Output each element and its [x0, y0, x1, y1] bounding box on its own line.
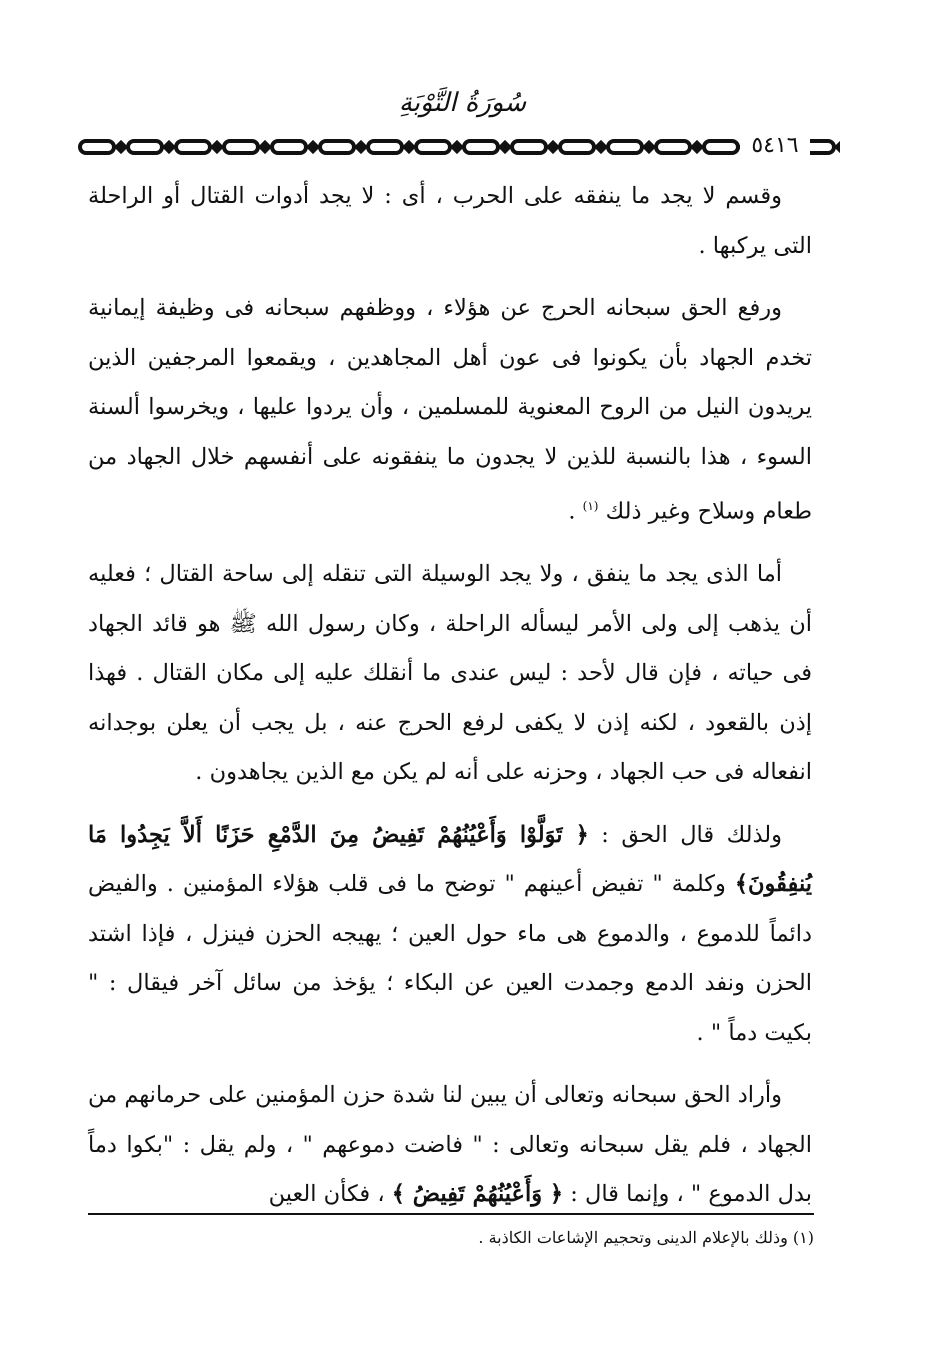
surah-title: سُورَةُ التَّوْبَةِ — [398, 88, 527, 118]
quran-verse: ﴿ وَأَعْيُنُهُمْ تَفِيضُ ﴾ — [391, 1181, 564, 1207]
footnote-divider — [88, 1213, 814, 1215]
ornament-diamond — [165, 143, 173, 151]
paragraph-1 — [88, 172, 812, 271]
paragraph-3 — [88, 550, 812, 798]
ornament-link — [272, 141, 306, 153]
ornament-diamond — [453, 143, 461, 151]
paragraph-5-before: وأراد الحق سبحانه وتعالى أن يبين لنا شدة حزن المؤمنين على حرمانهم من الجهاد ، فلم يقل سبحانه وتعالى : " فاضت دموعهم " ، ولم يقل : "بكوا دماً بدل الدموع " ، وإنما قال : — [88, 1082, 812, 1207]
paragraph-4 — [88, 811, 812, 1059]
ornament-link — [656, 141, 690, 153]
ornament-diamond — [837, 143, 840, 151]
ornament-diamond — [597, 143, 605, 151]
ornament-link — [464, 141, 498, 153]
paragraph-2-text: ورفع الحق سبحانه الحرج عن هؤلاء ، ووظفهم سبحانه فى وظيفة إيمانية تخدم الجهاد بأن يكونوا فى عون أهل المجاهدين ، ويقمعوا المرجفين الذين يريدون النيل من الروح المعنوية للمسلمين ، وأن يردوا عليها ، ويخرسوا ألسنة السوء ، هذا بالنسبة للذين لا يجدون ما ينفقونه على أنفسهم خلال الجهاد من طعام وسلاح وغير ذلك — [88, 295, 813, 525]
ornament-diamond — [261, 143, 269, 151]
ornament-link — [368, 141, 402, 153]
paragraph-5-after: ، فكأن العين — [268, 1181, 392, 1207]
paragraph-1-text: وقسم لا يجد ما ينفقه على الحرب ، أى : لا يجد أدوات القتال أو الراحلة التى يركبها . — [88, 183, 812, 259]
ornament-link — [704, 141, 738, 153]
ornament-link — [416, 141, 450, 153]
ornament-link — [176, 141, 210, 153]
quran-verse: ﴿ تَوَلَّوْا وَأَعْيُنُهُمْ تَفِيضُ مِنَ الدَّمْعِ حَزَنًا أَلاَّ يَجِدُوا مَا يُنفِقُونَ﴾ — [88, 821, 812, 897]
ornament-diamond — [693, 143, 701, 151]
paragraph-4-before: ولذلك قال الحق : — [588, 821, 782, 848]
ornament-link — [560, 141, 594, 153]
paragraph-2 — [88, 284, 812, 537]
ornament-diamond — [117, 143, 125, 151]
header-ornament-border — [78, 134, 840, 160]
ornament-link — [224, 141, 258, 153]
paragraph-2-end: . — [568, 498, 583, 525]
ornament-link — [320, 141, 354, 153]
paragraph-5 — [88, 1071, 812, 1220]
ornament-link — [80, 141, 114, 153]
ornament-link — [608, 141, 642, 153]
ornament-diamond — [549, 143, 557, 151]
paragraph-4-after: وكلمة " تفيض أعينهم " توضح ما فى قلب هؤلاء المؤمنين . والفيض دائماً للدموع ، والدموع هى ماء حول العين ؛ يهيجه الحزن فينزل ، فإذا اشتد الحزن ونفد الدمع وجمدت العين عن البكاء ؛ يؤخذ من سائل آخر فيقال : " بكيت دماً " . — [88, 871, 812, 1046]
ornament-diamond — [405, 143, 413, 151]
ornament-diamond — [357, 143, 365, 151]
footnote-text: (١) وذلك بالإعلام الدينى وتحجيم الإشاعات الكاذبة . — [478, 1228, 814, 1247]
paragraph-3-text: أما الذى يجد ما ينفق ، ولا يجد الوسيلة التى تنقله إلى ساحة القتال ؛ فعليه أن يذهب إلى ولى الأمر ليسأله الراحلة ، وكان رسول الله ﷺ هو قائد الجهاد فى حياته ، فإن قال لأحد : ليس عندى ما أنقلك عليه إلى مكان القتال . فهذا إذن بالقعود ، لكنه إذن لا يكفى لرفع الحرج عنه ، بل يجب أن يعلن بوجدانه انفعاله فى حب الجهاد ، وحزنه على أنه لم يكن مع الذين يجاهدون . — [88, 561, 812, 785]
page-number: ٥٤١٦ — [740, 133, 810, 158]
ornament-diamond — [645, 143, 653, 151]
ornament-diamond — [309, 143, 317, 151]
main-text — [88, 172, 812, 1233]
ornament-diamond — [213, 143, 221, 151]
ornament-diamond — [501, 143, 509, 151]
ornament-link — [512, 141, 546, 153]
footnote-reference[interactable]: (١) — [582, 499, 599, 513]
ornament-link — [128, 141, 162, 153]
